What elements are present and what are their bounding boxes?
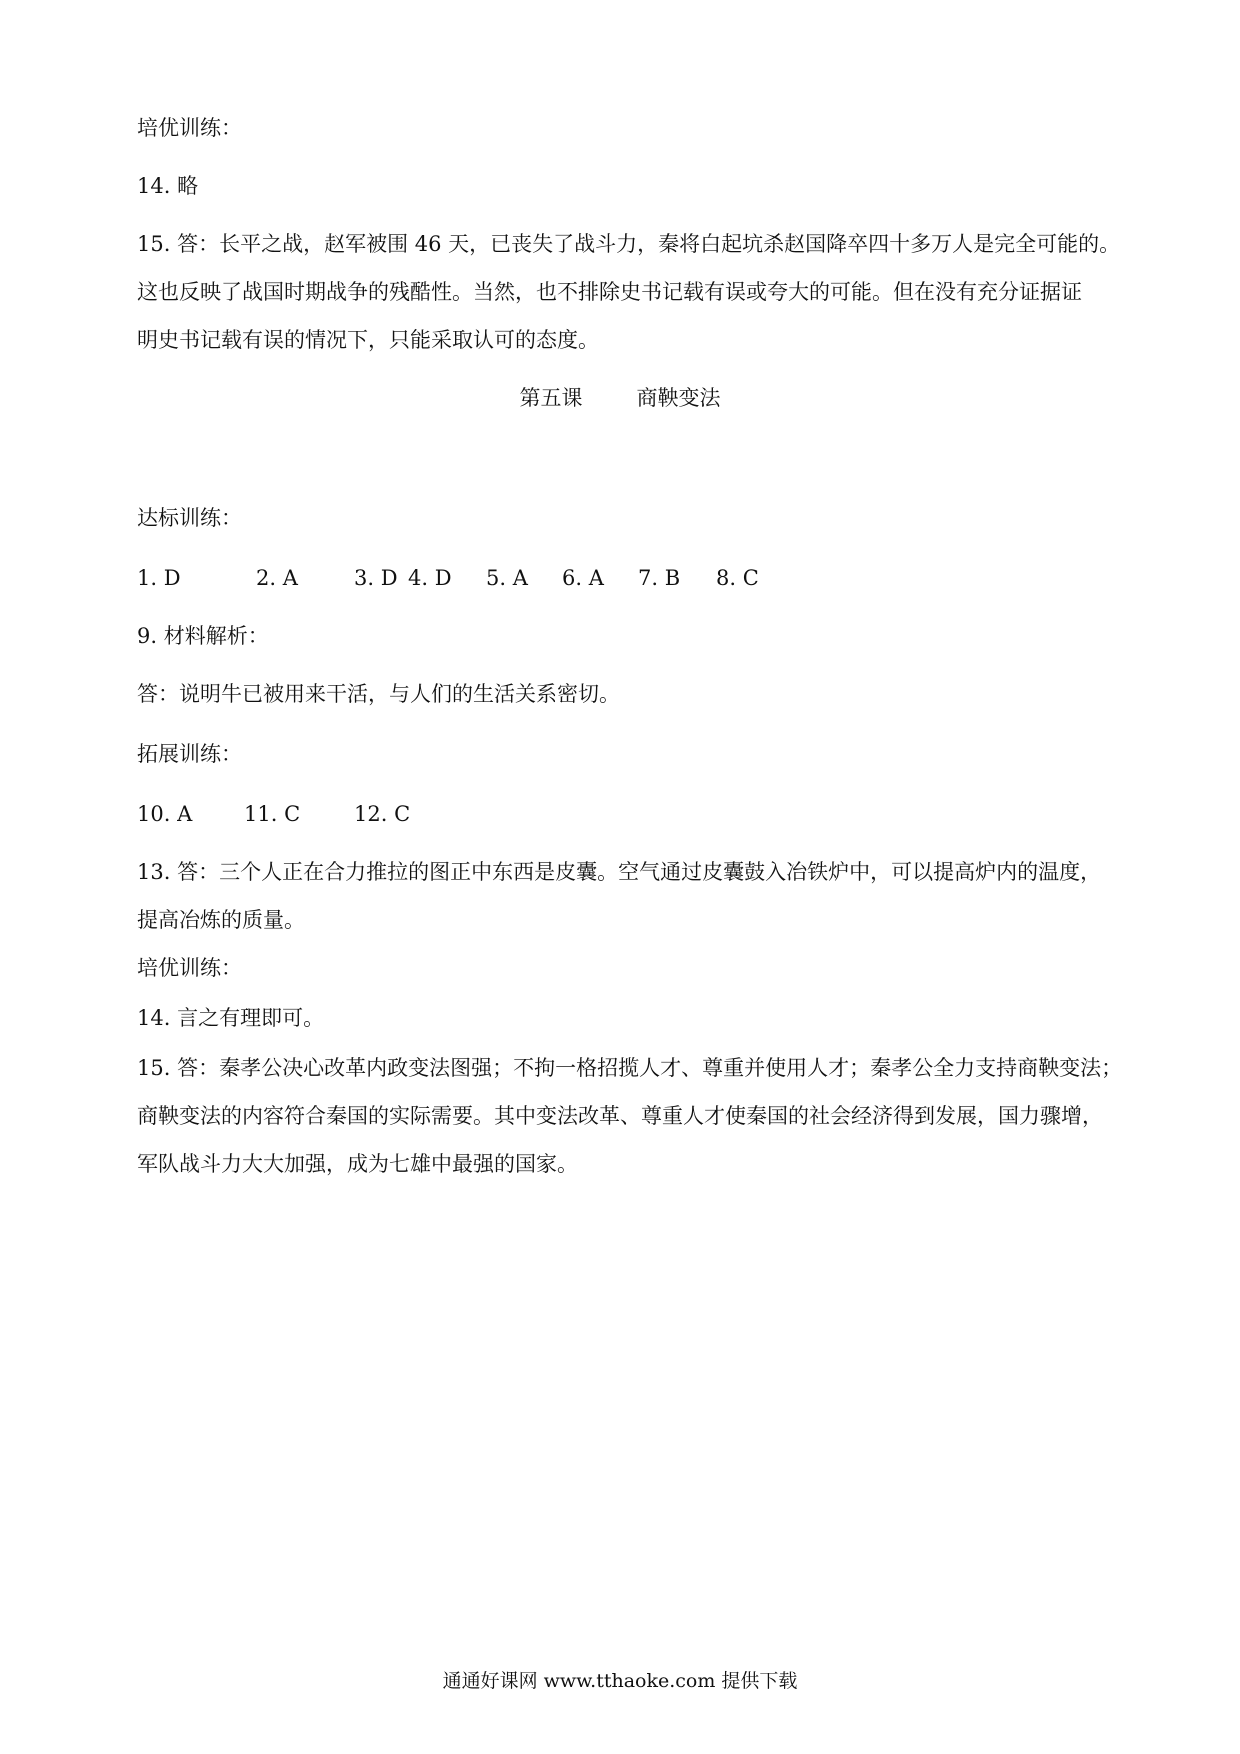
answer-9-label: 9. 材料解析： bbox=[137, 624, 269, 648]
section-heading-dabiao: 达标训练： bbox=[137, 506, 242, 530]
lesson-number: 第五课 bbox=[519, 386, 583, 410]
answer-item: 7. B bbox=[638, 566, 681, 590]
answer-9-text: 答：说明牛已被用来干活，与人们的生活关系密切。 bbox=[137, 682, 620, 706]
section-heading-tuozhan: 拓展训练： bbox=[137, 742, 242, 766]
answer-14-first: 14. 略 bbox=[137, 174, 199, 198]
footer-credit: 通通好课网 www.tthaoke.com 提供下载 bbox=[442, 1670, 798, 1692]
answer-item: 6. A bbox=[562, 566, 604, 590]
lesson-name: 商鞅变法 bbox=[636, 386, 721, 410]
answer-15-second-line1: 15. 答：秦孝公决心改革内政变法图强；不拘一格招揽人才、尊重并使用人才；秦孝公全力支持商鞅变法； bbox=[137, 1056, 1123, 1080]
answer-item: 2. A bbox=[256, 566, 298, 590]
answer-13-line2: 提高冶炼的质量。 bbox=[137, 908, 305, 932]
answer-15-first-line2: 这也反映了战国时期战争的残酷性。当然，也不排除史书记载有误或夸大的可能。但在没有充分证据证 bbox=[137, 280, 1082, 304]
answer-13-line1: 13. 答：三个人正在合力推拉的图正中东西是皮囊。空气通过皮囊鼓入冶铁炉中，可以提高炉内的温度， bbox=[137, 860, 1102, 884]
answer-item: 12. C bbox=[354, 802, 411, 826]
answer-item: 10. A bbox=[137, 802, 193, 826]
answer-item: 4. D bbox=[408, 566, 452, 590]
answer-item: 8. C bbox=[716, 566, 759, 590]
section-heading-peiyou-2: 培优训练： bbox=[137, 956, 242, 980]
section-heading-peiyou-1: 培优训练： bbox=[137, 116, 242, 140]
answer-item: 5. A bbox=[486, 566, 528, 590]
lesson-title bbox=[0, 388, 1240, 409]
answer-item: 1. D bbox=[137, 566, 181, 590]
answer-15-first-line3: 明史书记载有误的情况下，只能采取认可的态度。 bbox=[137, 328, 599, 352]
answer-14-second: 14. 言之有理即可。 bbox=[137, 1006, 325, 1030]
answer-15-first-line1: 15. 答：长平之战，赵军被围 46 天，已丧失了战斗力，秦将白起坑杀赵国降卒四十多万人是完全可能的。 bbox=[137, 232, 1121, 256]
answer-15-second-line3: 军队战斗力大大加强，成为七雄中最强的国家。 bbox=[137, 1152, 578, 1176]
answer-15-second-line2: 商鞅变法的内容符合秦国的实际需要。其中变法改革、尊重人才使秦国的社会经济得到发展，国力骤增， bbox=[137, 1104, 1103, 1128]
answer-item: 11. C bbox=[244, 802, 301, 826]
answer-item: 3. D bbox=[354, 566, 398, 590]
